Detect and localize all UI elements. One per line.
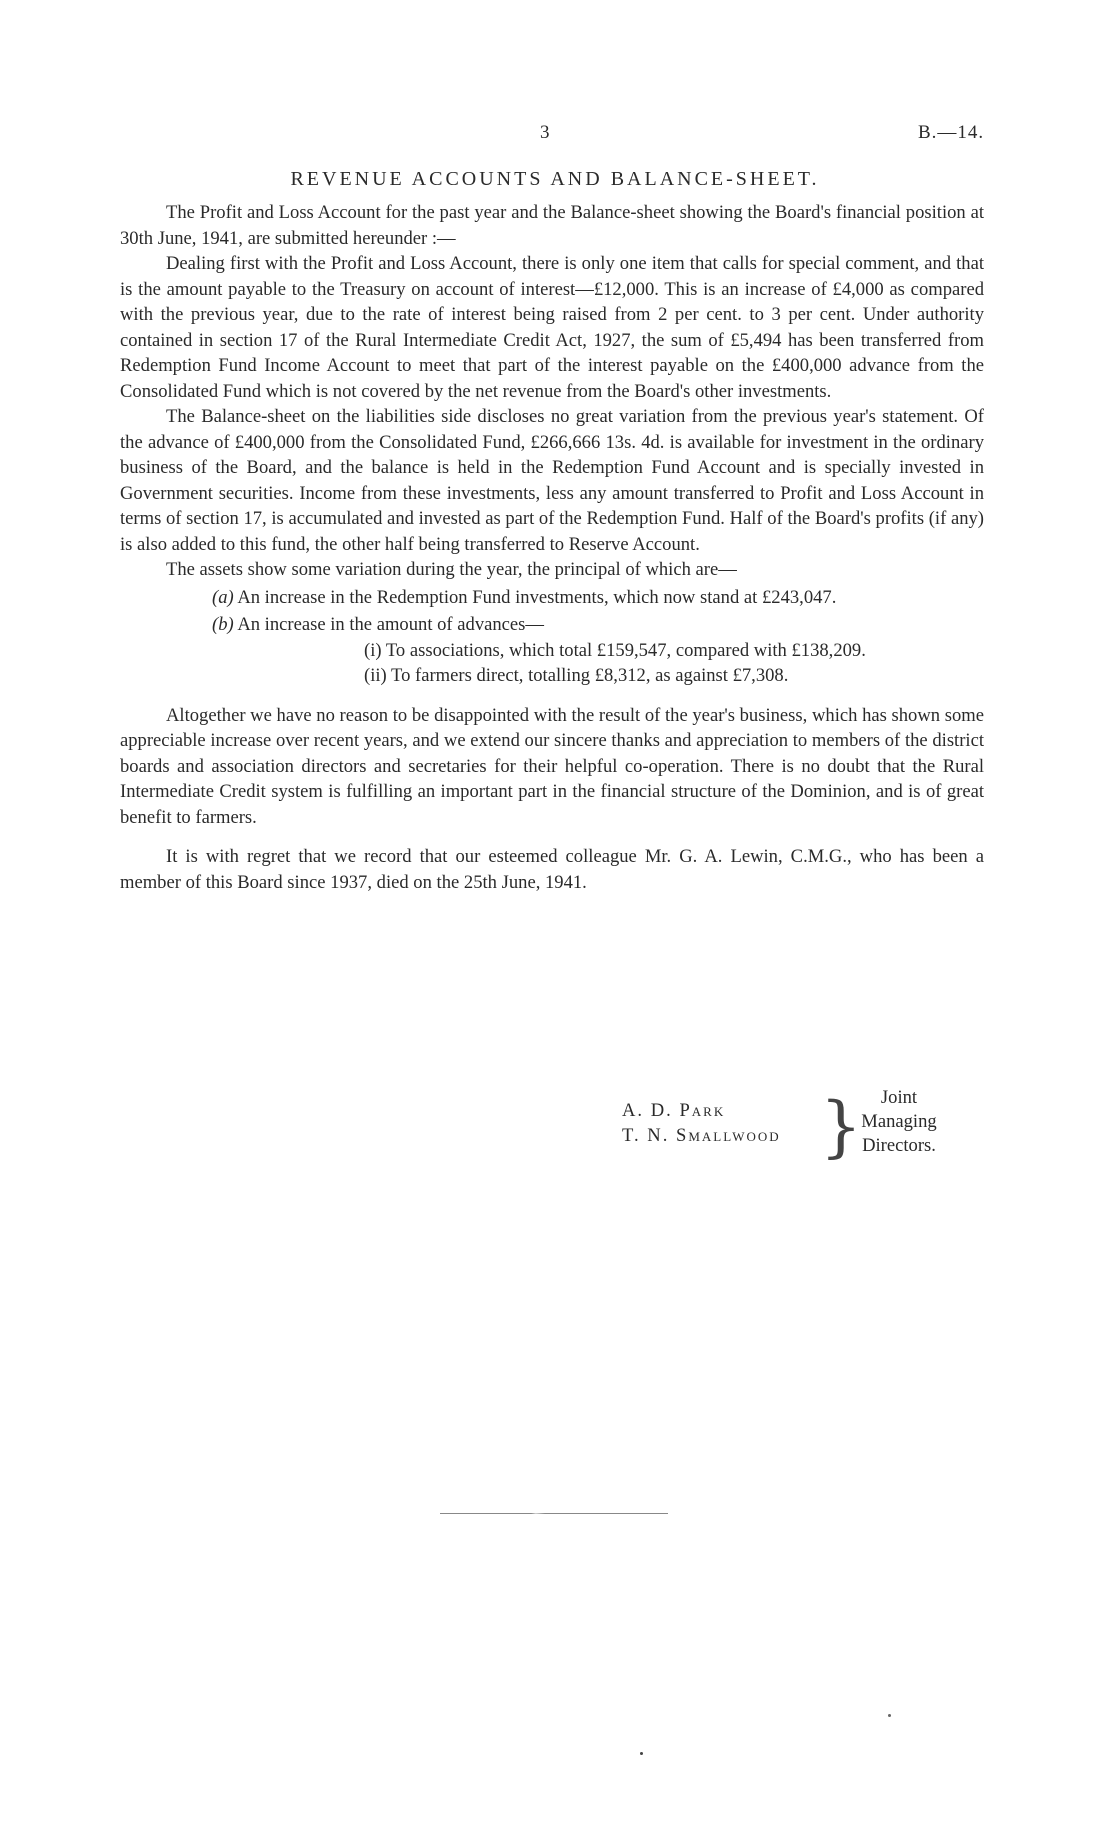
paragraph-profit-loss: Dealing first with the Profit and Loss Account, there is only one item that calls for special comment, and that is the amount payable to the Treasury on account of interest—£12,000. This is an increase of £4,000 as compared with the previous year, due to the rate of interest being raised from 2 per cent. to 3 per cent. Under authority contained in section 17 of the Rural Intermediate Credit Act, 1927, the sum of £5,494 has been transferred from Redemption Fund Income Account to meet that part of the interest payable on the £400,000 advance from the Consolidated Fund which is not covered by the net revenue from the Board's other investments.: [120, 253, 984, 402]
document-reference: B.—14.: [918, 122, 985, 143]
paragraph-obituary: It is with regret that we record that our esteemed colleague Mr. G. A. Lewin, C.M.G., who has been a member of this Board since 1937, died on the 25th June, 1941.: [120, 846, 984, 893]
signatory-1: A. D. Park: [622, 1100, 726, 1121]
right-brace-icon: }: [820, 1088, 862, 1165]
item-a-label: (a): [212, 586, 234, 608]
item-a-text: An increase in the Redemption Fund investments, which now stand at £243,047.: [237, 586, 837, 608]
list-item-a: [120, 585, 984, 611]
body-text: [120, 200, 984, 895]
section-title: REVENUE ACCOUNTS AND BALANCE-SHEET.: [290, 168, 820, 190]
signatory-2: T. N. Smallwood: [622, 1125, 781, 1146]
sub-item-i: (i) To associations, which total £159,547, compared with £138,209.: [364, 639, 866, 661]
paragraph-conclusion: Altogether we have no reason to be disappointed with the result of the year's business, which has shown some appreciable increase over recent years, and we extend our sincere thanks and appreciation to members of the district boards and association directors and secretaries for their helpful co-operation. There is no doubt that the Rural Intermediate Credit system is fulfilling an important part in the financial structure of the Dominion, and is of great benefit to farmers.: [120, 704, 984, 828]
paragraph-balance-sheet: The Balance-sheet on the liabilities side discloses no great variation from the previous year's statement. Of the advance of £400,000 from the Consolidated Fund, £266,666 13s. 4d. is available for investment in the ordinary business of the Board, and the balance is held in the Redemption Fund Account and is specially invested in Government securities. Income from these investments, less any amount transferred to Profit and Loss Account in terms of section 17, is accumulated and invested as part of the Redemption Fund. Half of the Board's profits (if any) is also added to this fund, the other half being transferred to Reserve Account.: [120, 406, 984, 555]
paragraph-assets: The assets show some variation during the year, the principal of which are—: [166, 559, 737, 580]
end-rule: [440, 1513, 668, 1514]
sub-item-ii: (ii) To farmers direct, totalling £8,312, as against £7,308.: [364, 665, 789, 686]
paragraph-intro: The Profit and Loss Account for the past year and the Balance-sheet showing the Board's financial position at 30th June, 1941, are submitted hereunder :—: [120, 202, 984, 249]
signature-block: [622, 1087, 937, 1165]
signatory-names: [622, 1098, 781, 1148]
page-number: 3: [540, 122, 551, 143]
item-b-text: An increase in the amount of advances—: [237, 614, 545, 635]
scan-speck: [640, 1752, 643, 1755]
signatory-role: Joint Managing Directors.: [861, 1087, 937, 1156]
scan-speck: [888, 1714, 891, 1717]
item-b-label: (b): [212, 614, 234, 635]
list-item-b: [120, 612, 984, 638]
